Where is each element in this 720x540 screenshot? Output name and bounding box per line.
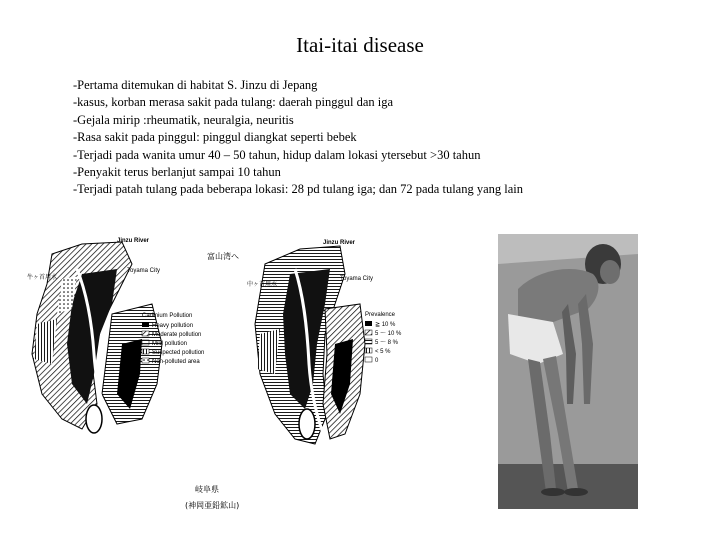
patient-photo bbox=[498, 234, 638, 509]
legend-item: Moderate pollution bbox=[152, 332, 202, 338]
legend-item: 0 bbox=[375, 358, 379, 364]
legend-title: Prevalence bbox=[365, 312, 396, 318]
legend-swatch bbox=[365, 339, 372, 344]
map-city-label: Toyama City bbox=[340, 276, 374, 282]
map-river-label: Jinzu River bbox=[117, 238, 150, 244]
map-station-label: 牛ヶ首用水 bbox=[27, 274, 58, 281]
map-bay-label: 富山湾へ bbox=[207, 252, 239, 261]
legend-swatch bbox=[365, 321, 372, 326]
legend-swatch bbox=[365, 330, 372, 335]
bullet-item: -Terjadi pada wanita umur 40 – 50 tahun, hidup dalam lokasi ytersebut >30 tahun bbox=[73, 147, 481, 162]
legend-swatch bbox=[142, 340, 149, 345]
legend-item: 5 ～ 8 % bbox=[375, 340, 399, 346]
legend-item: Heavy pollution bbox=[152, 323, 194, 329]
bullet-item: -Penyakit terus berlanjut sampai 10 tahun bbox=[73, 165, 281, 180]
mine-label: (神岡亜鉛鉱山) bbox=[185, 501, 240, 510]
legend-item: Mild pollution bbox=[152, 341, 188, 347]
bullet-item: -kasus, korban merasa sakit pada tulang: daerah pinggul dan iga bbox=[73, 95, 394, 110]
legend-swatch bbox=[142, 331, 149, 336]
legend-swatch bbox=[142, 358, 149, 363]
map-station-label: 中ヶ首用水 bbox=[247, 281, 278, 288]
bullet-item: -Rasa sakit pada pinggul: pinggul diangkat seperti bebek bbox=[73, 130, 357, 145]
prefecture-label: 岐阜県 bbox=[195, 485, 219, 494]
bullet-list bbox=[73, 77, 693, 199]
map-city-label: Toyama City bbox=[127, 268, 161, 274]
cadmium-pollution-map bbox=[22, 234, 247, 434]
legend-swatch bbox=[142, 322, 149, 327]
legend-item: < 5 % bbox=[375, 349, 391, 355]
legend-swatch bbox=[365, 357, 372, 362]
bullet-item: -Pertama ditemukan di habitat S. Jinzu di Jepang bbox=[73, 78, 318, 92]
bullet-item: -Gejala mirip :rheumatik, neuralgia, neuritis bbox=[73, 112, 294, 127]
legend-item: ≧ 10 % bbox=[375, 322, 396, 328]
legend-item: Suspected pollution bbox=[152, 350, 205, 356]
legend-item: 5 ～ 10 % bbox=[375, 331, 402, 337]
legend-swatch bbox=[142, 349, 149, 354]
legend-swatch bbox=[365, 348, 372, 353]
legend-item: Non-polluted area bbox=[152, 359, 200, 365]
bullet-item: -Terjadi patah tulang pada beberapa lokasi: 28 pd tulang iga; dan 72 pada tulang yang lain bbox=[73, 182, 524, 197]
legend-title: Cadmium Pollution bbox=[142, 313, 193, 319]
map-river-label: Jinzu River bbox=[323, 240, 356, 246]
slide-title: Itai-itai disease bbox=[296, 33, 424, 57]
